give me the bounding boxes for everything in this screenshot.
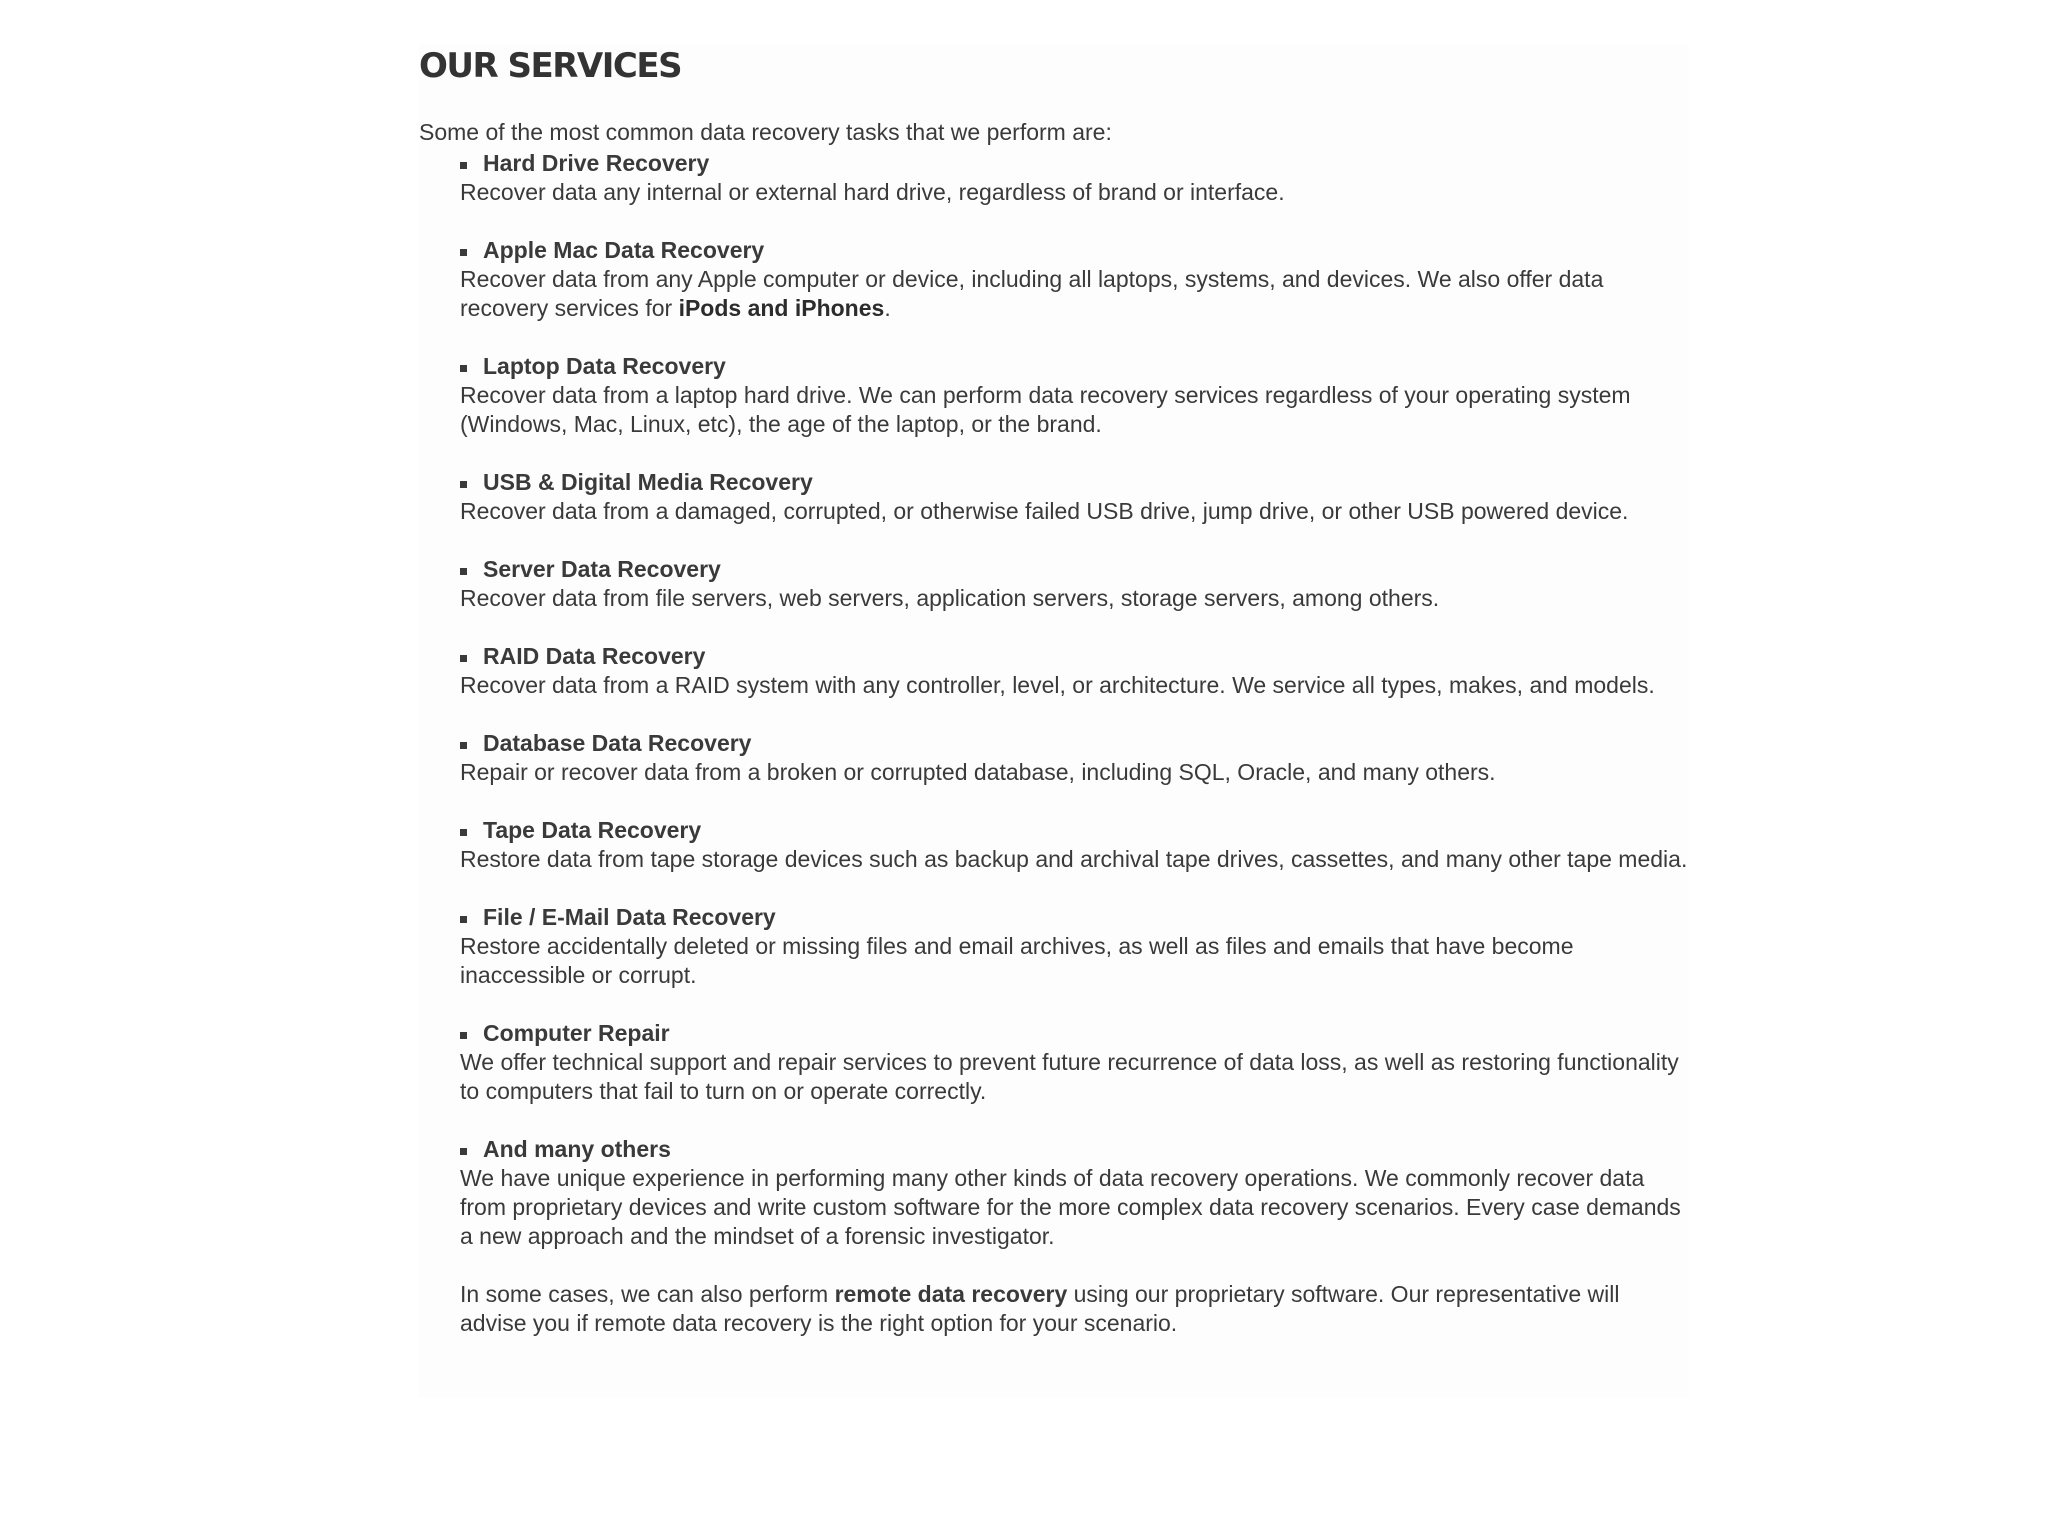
list-item — [460, 1135, 1689, 1251]
service-description: Repair or recover data from a broken or corrupted database, including SQL, Oracle, and many others. — [460, 759, 1496, 785]
square-bullet-icon — [460, 829, 467, 836]
service-title: Database Data Recovery — [483, 730, 752, 756]
list-item — [460, 555, 1689, 613]
page-title: OUR SERVICES — [419, 46, 682, 86]
square-bullet-icon — [460, 742, 467, 749]
service-description: Recover data from a RAID system with any controller, level, or architecture. We service all types, makes, and models. — [460, 672, 1655, 698]
service-description: Recover data from any Apple computer or device, including all laptops, systems, and devices. We also offer data recovery services for iPods and iPhones. — [460, 266, 1604, 321]
list-item — [460, 816, 1689, 874]
list-item — [460, 903, 1689, 990]
square-bullet-icon — [460, 481, 467, 488]
list-item — [460, 149, 1689, 207]
closing-paragraph: In some cases, we can also perform remote data recovery using our proprietary software. Our representative will advise you if remote data recovery is the right option for your scenario. — [460, 1281, 1620, 1336]
list-item — [460, 468, 1689, 526]
service-description: Recover data from a damaged, corrupted, or otherwise failed USB drive, jump drive, or other USB powered device. — [460, 498, 1629, 524]
service-description: Recover data from file servers, web servers, application servers, storage servers, among others. — [460, 585, 1440, 611]
service-title: USB & Digital Media Recovery — [483, 469, 813, 495]
square-bullet-icon — [460, 916, 467, 923]
list-item — [460, 1019, 1689, 1106]
service-title: Computer Repair — [483, 1020, 670, 1046]
square-bullet-icon — [460, 249, 467, 256]
service-description: Recover data any internal or external hard drive, regardless of brand or interface. — [460, 179, 1285, 205]
service-description: Restore accidentally deleted or missing files and email archives, as well as files and emails that have become inaccessible or corrupt. — [460, 933, 1574, 988]
service-title: File / E-Mail Data Recovery — [483, 904, 776, 930]
square-bullet-icon — [460, 1148, 467, 1155]
list-item — [460, 236, 1689, 323]
services-section — [419, 44, 1689, 1398]
highlight-text: remote data recovery — [834, 1281, 1068, 1307]
square-bullet-icon — [460, 365, 467, 372]
list-item — [460, 642, 1689, 700]
service-title: And many others — [483, 1136, 671, 1162]
highlight-text: iPods and iPhones — [678, 295, 885, 321]
service-title: RAID Data Recovery — [483, 643, 706, 669]
service-description: We offer technical support and repair services to prevent future recurrence of data loss, as well as restoring functionality to computers that fail to turn on or operate correctly. — [460, 1049, 1679, 1104]
square-bullet-icon — [460, 1032, 467, 1039]
service-title: Laptop Data Recovery — [483, 353, 726, 379]
service-description: Restore data from tape storage devices such as backup and archival tape drives, cassettes, and many other tape media. — [460, 846, 1688, 872]
list-item — [460, 352, 1689, 439]
services-list — [419, 149, 1689, 1251]
list-item — [460, 729, 1689, 787]
service-description: We have unique experience in performing many other kinds of data recovery operations. We commonly recover data from proprietary devices and write custom software for the more complex data recovery scenarios. Every case demands a new approach and the mindset of a forensic investigator. — [460, 1165, 1681, 1249]
service-title: Hard Drive Recovery — [483, 150, 710, 176]
square-bullet-icon — [460, 568, 467, 575]
service-title: Server Data Recovery — [483, 556, 721, 582]
service-title: Tape Data Recovery — [483, 817, 702, 843]
intro-text: Some of the most common data recovery tasks that we perform are: — [419, 119, 1112, 145]
square-bullet-icon — [460, 162, 467, 169]
service-title: Apple Mac Data Recovery — [483, 237, 765, 263]
service-description: Recover data from a laptop hard drive. We can perform data recovery services regardless of your operating system (Windows, Mac, Linux, etc), the age of the laptop, or the brand. — [460, 382, 1631, 437]
square-bullet-icon — [460, 655, 467, 662]
